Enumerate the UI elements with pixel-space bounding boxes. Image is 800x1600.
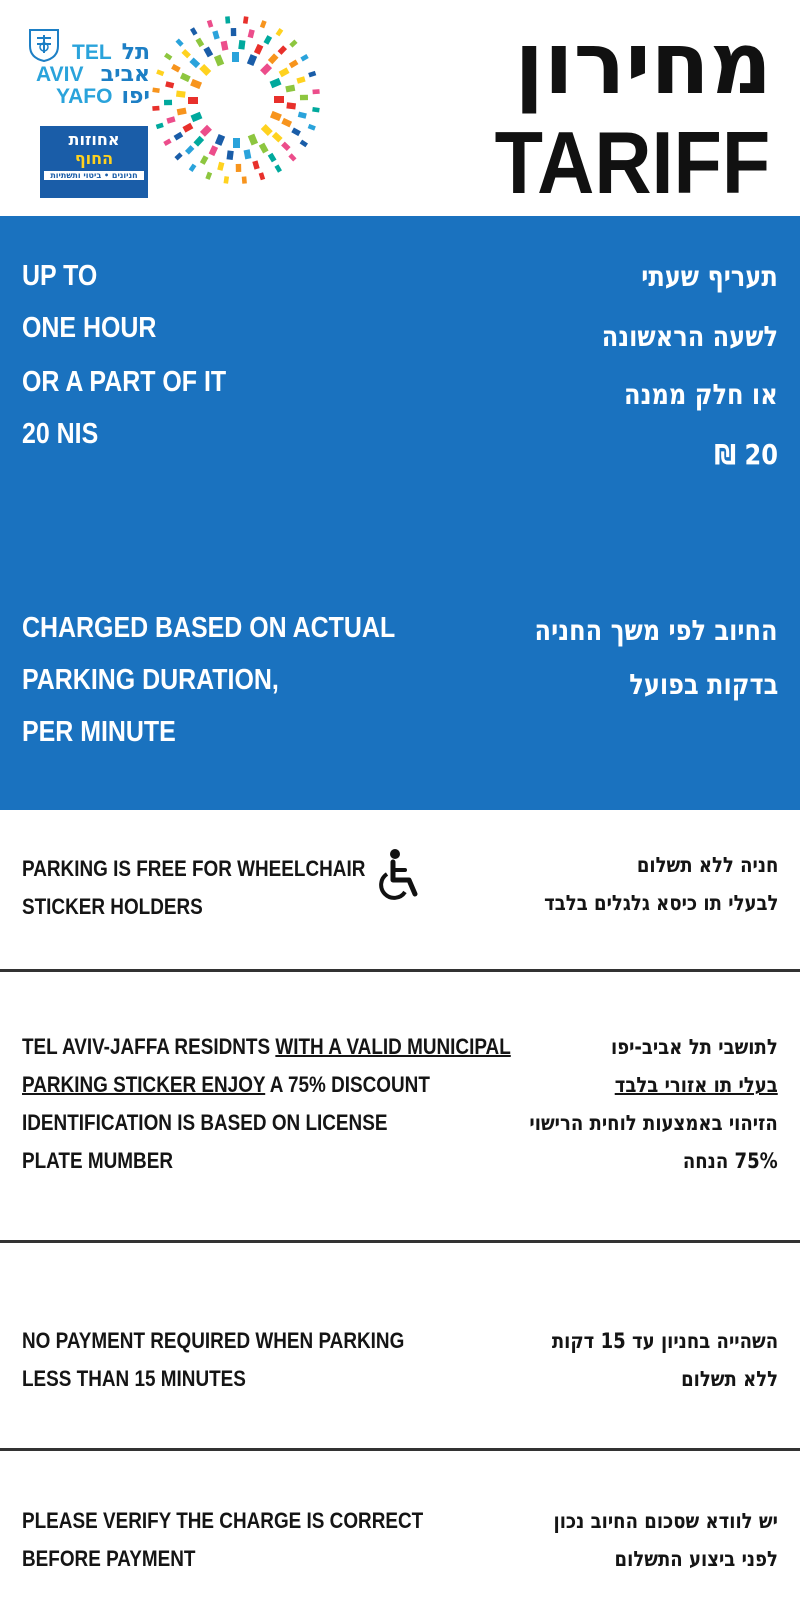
wheelchair-icon — [375, 848, 423, 904]
tariff-panel — [0, 216, 800, 810]
short-stay-en: NO PAYMENT REQUIRED WHEN PARKING LESS THAN 15 MINUTES — [22, 1328, 405, 1391]
charge-en-line: PARKING DURATION, — [22, 664, 279, 696]
city-logo-english: TEL AVIV YAFO — [36, 41, 113, 108]
hourly-en-line: OR A PART OF IT — [22, 366, 227, 398]
wheelchair-en: PARKING IS FREE FOR WHEELCHAIR STICKER HOLDERS — [22, 856, 366, 919]
charge-he-line: החיוב לפי משך החניה — [534, 614, 778, 647]
residents-he: לתושבי תל אביב-יפו בעלי תו אזורי בלבד הזיהוי באמצעות לוחית הרישוי 75% הנחה — [529, 1035, 778, 1173]
hourly-price-he: 20 ₪ — [714, 438, 778, 471]
hourly-he-line: לשעה הראשונה — [601, 320, 778, 353]
charge-en-line: CHARGED BASED ON ACTUAL — [22, 612, 396, 644]
hourly-he-line: תעריף שעתי — [641, 260, 778, 293]
residents-en: TEL AVIV-JAFFA RESIDNTS WITH A VALID MUNICIPAL PARKING STICKER ENJOY A 75% DISCOUNT IDENTIFICATION IS BASED ON LICENSE PLATE MUMBER — [22, 1034, 511, 1173]
verify-he: יש לוודא שסכום החיוב נכון לפני ביצוע התשלום — [553, 1509, 778, 1571]
verify-en: PLEASE VERIFY THE CHARGE IS CORRECT BEFORE PAYMENT — [22, 1508, 424, 1571]
header — [0, 0, 800, 216]
charge-he-line: בדקות בפועל — [628, 668, 778, 701]
city-logo-hebrew: תל אביב יפו — [100, 40, 150, 109]
wheelchair-he: חניה ללא תשלום לבעלי תו כיסא גלגלים בלבד — [543, 853, 778, 915]
city-logo-burst-icon — [150, 14, 322, 186]
divider — [0, 1448, 800, 1451]
divider — [0, 969, 800, 972]
hourly-he-line: או חלק ממנה — [624, 378, 778, 411]
charge-en-line: PER MINUTE — [22, 716, 176, 748]
hourly-price-en: 20 NIS — [22, 418, 99, 450]
hourly-en-line: UP TO — [22, 260, 98, 292]
page-title-english: TARIFF — [494, 113, 770, 212]
short-stay-he: השהייה בחניון עד 15 דקות ללא תשלום — [551, 1329, 778, 1391]
page-title-hebrew: מחירון — [514, 14, 772, 114]
ahuzot-hahof-logo: אחוזות החוף חניונים • ביטוי ותשתיות — [40, 126, 148, 198]
hourly-en-line: ONE HOUR — [22, 312, 157, 344]
divider — [0, 1240, 800, 1243]
